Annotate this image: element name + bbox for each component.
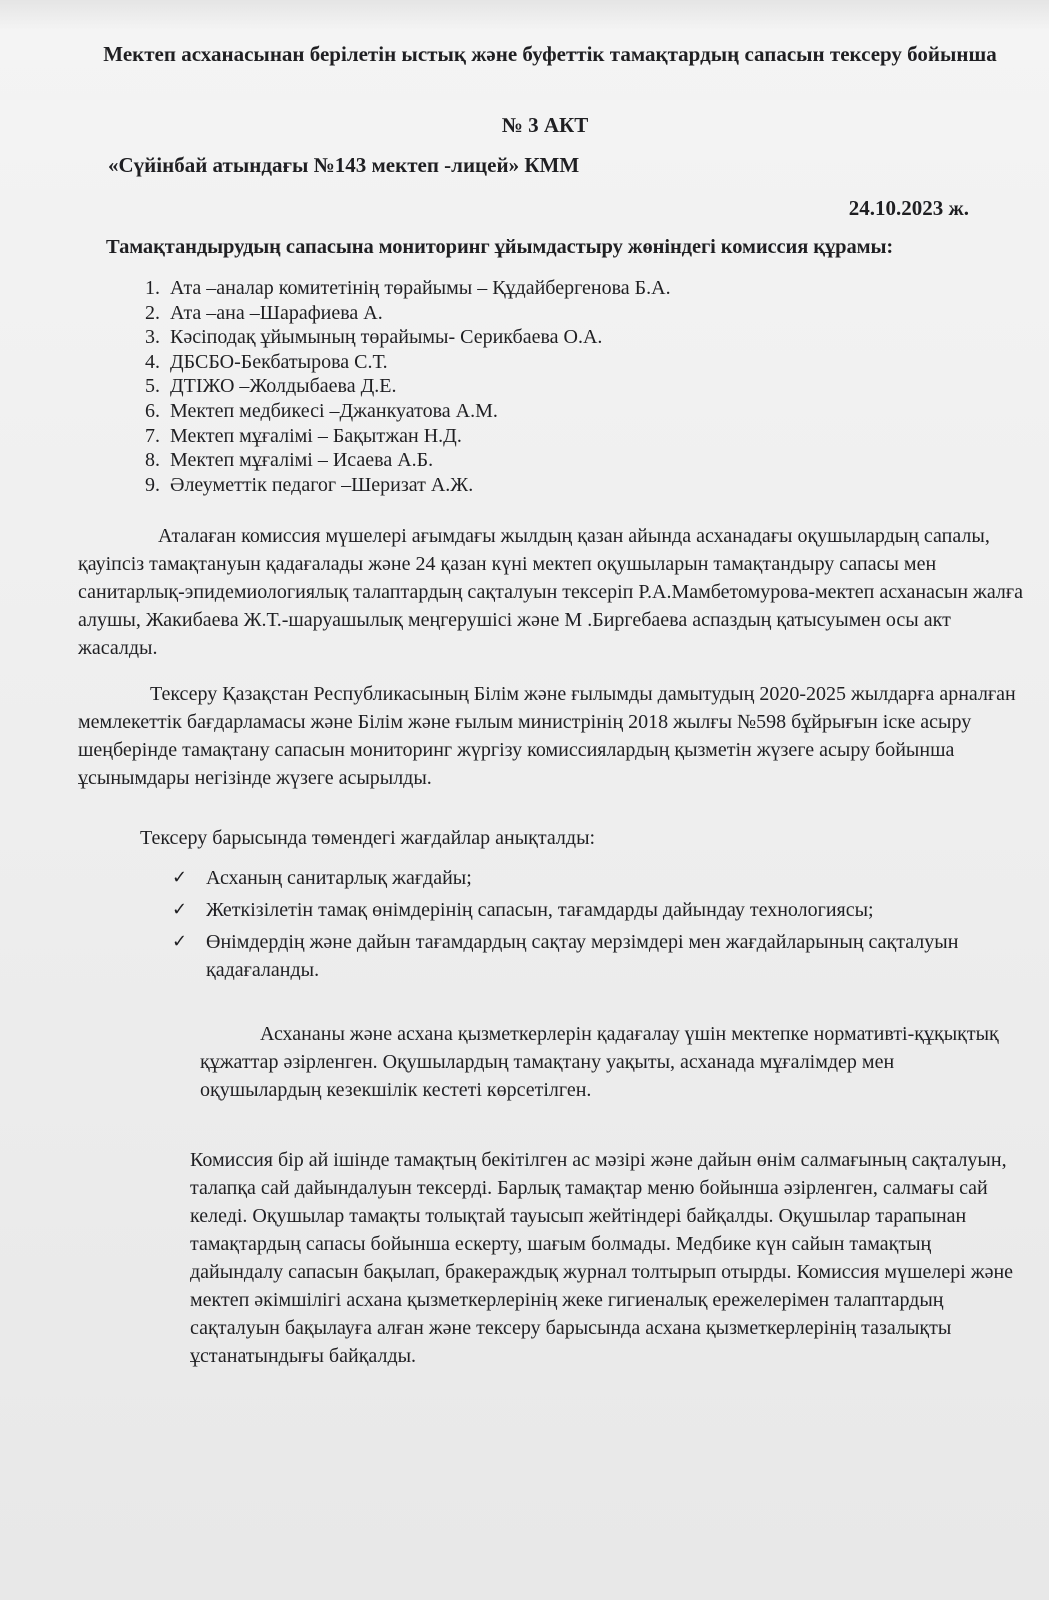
commission-heading: Тамақтандырудың сапасына мониторинг ұйымдастыру жөніндегі комиссия құрамы:	[106, 236, 894, 258]
list-item: ✓ Асханың санитарлық жағдайы;	[172, 864, 1012, 892]
list-item: ✓ Өнімдердің және дайын тағамдардың сақтау мерзімдері мен жағдайларының сақталуын қадағаланды.	[172, 928, 1012, 984]
commission-member-list	[124, 276, 671, 497]
paragraph-findings-intro: Тексеру барысында төмендегі жағдайлар анықталды:	[140, 827, 596, 849]
organization-name: «Сүйінбай атындағы №143 мектеп -лицей» КММ	[108, 153, 580, 177]
list-item: 4. ДБСБО-Бекбатырова С.Т.	[145, 350, 388, 373]
checkmark-icon: ✓	[172, 931, 188, 952]
list-item: 2. Ата –ана –Шарафиева А.	[145, 301, 383, 324]
document-date: 24.10.2023 ж.	[848, 196, 969, 220]
checkmark-icon: ✓	[172, 867, 188, 888]
paragraph-commission-activity: Аталаған комиссия мүшелері ағымдағы жылдың қазан айында асханадағы оқушылардың сапалы, қауіпсіз тамақтануын қадағалады және 24 қазан күні мектеп оқушыларын тамақтандыру сапасы мен санитарлық-эпидемиологиялық талаптардың сақталуын тексеріп Р.А.Мамбетомурова-мектеп асханасын жалға алушы, Жакибаева Ж.Т.-шаруашылық меңгерушісі және М .Биргебаева аспаздың қатысуымен осы акт жасалды.	[78, 525, 1023, 659]
list-item: 6. Мектеп медбикесі –Джанкуатова А.М.	[145, 399, 498, 422]
page-shadow	[0, 0, 1049, 30]
list-item: 5. ДТІЖО –Жолдыбаева Д.Е.	[145, 375, 397, 398]
list-item: 1. Ата –аналар комитетінің төрайымы – Құдайбергенова Б.А.	[145, 277, 671, 299]
act-number: № 3 АКТ	[501, 113, 589, 137]
checkmark-icon: ✓	[172, 899, 188, 920]
list-item: 9. Әлеуметтік педагог –Шеризат А.Ж.	[145, 473, 474, 496]
paragraph-regulatory-docs: Асхананы және асхана қызметкерлерін қадағалау үшін мектепке нормативті-құқықтық құжаттар әзірленген. Оқушылардың тамақтану уақыты, асханада мұғалімдер мен оқушылардың кезекшілік кестеті көрсетілген.	[200, 1023, 999, 1101]
paragraph-menu-check: Комиссия бір ай ішінде тамақтың бекітілген ас мәзірі және дайын өнім салмағының сақталуын, талапқа сай дайындалуын тексерді. Барлық тамақтар меню бойынша әзірленген, салмағы сай келеді. Оқушылар тамақты толықтай тауысып жейтіндері байқалды. Оқушылар тарапынан тамақтардың сапасы бойынша ескерту, шағым болмады. Медбике күн сайын тамақтың дайындалу сапасын бақылап, бракераждық журнал толтырып отырды. Комиссия мүшелері және мектеп әкімшілігі асхана қызметкерлерінің жеке гигиеналық ережелерімен талаптардың сақталуын бақылауға алған және тексеру барысында асхана қызметкерлерінің тазалықты ұстанатындығы байқалды.	[190, 1149, 1014, 1367]
findings-checklist	[172, 864, 1012, 988]
list-item: 8. Мектеп мұғалімі – Исаева А.Б.	[145, 449, 434, 472]
list-item: ✓ Жеткізілетін тамақ өнімдерінің сапасын, тағамдарды дайындау технологиясы;	[172, 896, 1012, 924]
list-item: 7. Мектеп мұғалімі – Бақытжан Н.Д.	[145, 424, 462, 447]
document-title: Мектеп асханасынан берілетін ыстық және буфеттік тамақтардың сапасын тексеру бойынша	[103, 42, 997, 66]
paragraph-legal-basis: Тексеру Қазақстан Республикасының Білім және ғылымды дамытудың 2020-2025 жылдарға арналған мемлекеттік бағдарламасы және Білім және ғылым министрінің 2018 жылғы №598 бұйрығын іске асыру шеңберінде тамақтану сапасын мониторинг жүргізу комиссиялардың қызметін жүзеге асыру бойынша ұсынымдары негізінде жүзеге асырылды.	[78, 683, 1016, 789]
list-item: 3. Кәсіподақ ұйымының төрайымы- Серикбаева О.А.	[145, 326, 603, 349]
